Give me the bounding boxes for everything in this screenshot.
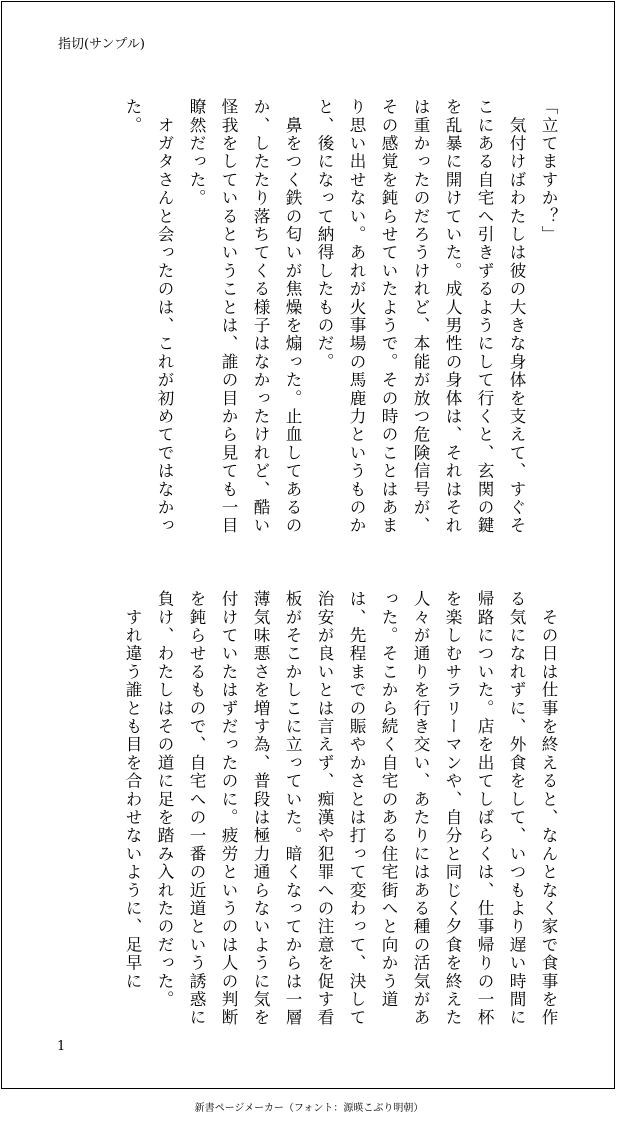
generator-credit: 新書ページメーカー（フォント：源暎こぶり明朝） <box>194 1103 424 1114</box>
paragraph: 鼻をつく鉄の匂いが焦燥を煽った。止血してあるのか、したたり落ちてくる様子はなかったけれど、酷い怪我をしているということは、誰の目から見ても一目瞭然だった。 <box>187 98 302 535</box>
paragraph: すれ違う誰とも目を合わせないように、足早に <box>123 590 142 991</box>
page-number: 1 <box>57 1039 66 1054</box>
paragraph: その日は仕事を終えると、なんとなく家で食事を作る気になれずに、外食をして、いつもより遅い時間に帰路についた。店を出てしばらくは、仕事帰りの一杯を楽しむサラリーマンや、自分と同じく夕食を終えた人々が通りを行き交い、あたりにはある種の活気があった。そこから続く自宅のある住宅街へと向かう道は、先程までの賑やかさとは打って変わって、決して治安が良いとは言えず、痴漢や犯罪への注意を促す看板がそこかしこに立っていた。暗くなってからは一層薄気味悪さを増す為、普段は極力通らないように気を付けていたはずだったのに。疲労というのは人の判断を鈍らせるもので、自宅への一番の近道という誘惑に負け、わたしはその道に足を踏み入れたのだった。 <box>155 590 558 1027</box>
paragraph: 「立てますか？」 <box>539 98 558 244</box>
paragraph: 気付けばわたしは彼の大きな身体を支えて、すぐそこにある自宅へ引きずるようにして行くと、玄関の鍵を乱暴に開けていた。成人男性の身体は、それはそれは重かったのだろうけれど、本能が放つ危険信号が、その感覚を鈍らせていたようで。その時のことはあまり思い出せない。あれが火事場の馬鹿力というものかと、後になって納得したものだ。 <box>315 98 526 535</box>
lower-text-block <box>54 590 564 1040</box>
upper-text-block <box>54 98 564 548</box>
book-page <box>1 1 615 1089</box>
paragraph: オガタさんと会ったのは、これが初めてではなかった。 <box>123 98 174 535</box>
running-title: 指切(サンプル) <box>58 37 145 52</box>
